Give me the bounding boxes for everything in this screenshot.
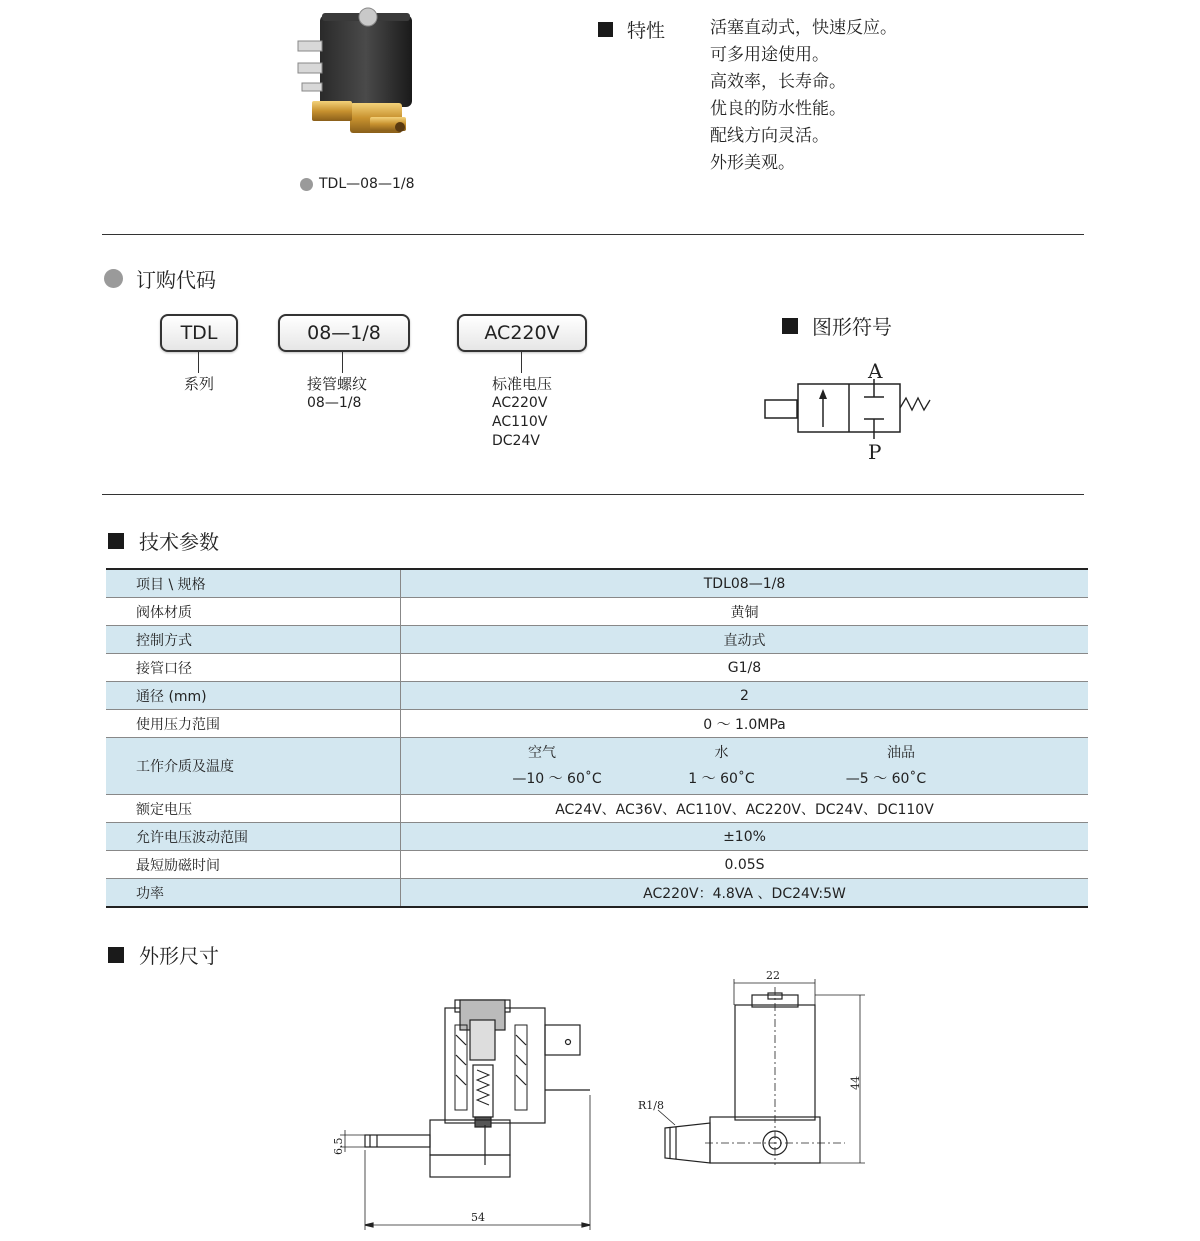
spec-value: 0 ～ 1.0MPa <box>401 710 1089 738</box>
connector-line <box>521 351 522 373</box>
spec-key: 通径 (mm) <box>106 682 401 710</box>
table-row <box>106 851 1088 879</box>
spec-value: 0.05S <box>401 851 1089 879</box>
spec-value: ±10% <box>401 823 1089 851</box>
spec-key: 工作介质及温度 <box>106 738 401 795</box>
dimensions-heading <box>108 940 219 969</box>
media-names <box>401 740 1088 766</box>
spec-table <box>106 568 1088 908</box>
spec-value: TDL08—1/8 <box>401 569 1089 598</box>
symbol-heading-text: 图形符号 <box>812 315 892 339</box>
voltage-option: DC24V <box>492 433 540 449</box>
bullet-dot-icon <box>104 269 123 288</box>
connector-line <box>198 351 199 373</box>
port-p-label: P <box>868 440 882 464</box>
media-name: 油品 <box>887 745 915 761</box>
product-model-caption <box>300 176 414 192</box>
media-temp: 1 ～ 60˚C <box>688 771 755 787</box>
feature-item: 可多用途使用。 <box>710 45 829 65</box>
table-row <box>106 795 1088 823</box>
code-box-voltage: AC220V <box>457 314 587 352</box>
thread-value: 08—1/8 <box>307 395 362 411</box>
feature-item: 优良的防水性能。 <box>710 99 846 119</box>
spec-value: AC220V：4.8VA 、DC24V:5W <box>401 879 1089 908</box>
spec-key: 额定电压 <box>106 795 401 823</box>
product-photo <box>290 5 420 145</box>
media-temps <box>401 766 1088 792</box>
table-row <box>106 626 1088 654</box>
media-name: 空气 <box>528 745 556 761</box>
order-code-heading <box>104 264 216 293</box>
spec-key: 功率 <box>106 879 401 908</box>
feature-item: 高效率，长寿命。 <box>710 72 846 92</box>
section-view-drawing <box>325 995 600 1235</box>
square-bullet-icon <box>108 947 124 963</box>
code-box-thread: 08—1/8 <box>278 314 410 352</box>
voltage-label: 标准电压 <box>492 375 553 393</box>
code-box-series: TDL <box>160 314 238 352</box>
symbol-heading <box>782 311 892 340</box>
spec-key: 阀体材质 <box>106 598 401 626</box>
specs-heading <box>108 526 219 555</box>
port-a-label: A <box>868 359 883 383</box>
spec-key: 控制方式 <box>106 626 401 654</box>
table-row <box>106 710 1088 738</box>
section-divider <box>102 494 1084 495</box>
spec-value: AC24V、AC36V、AC110V、AC220V、DC24V、DC110V <box>401 795 1089 823</box>
table-row <box>106 654 1088 682</box>
spec-value: 黄铜 <box>401 598 1089 626</box>
thread-label: R1/8 <box>638 1099 664 1112</box>
section-divider <box>102 234 1084 235</box>
specs-heading-text: 技术参数 <box>139 530 219 554</box>
dimension-label-6-5: 6.5 <box>332 1137 345 1155</box>
feature-item: 配线方向灵活。 <box>710 126 829 146</box>
dimensions-heading-text: 外形尺寸 <box>139 944 219 968</box>
connector-line <box>342 351 343 373</box>
spec-value: 2 <box>401 682 1089 710</box>
features-heading <box>598 16 665 43</box>
valve-symbol-diagram <box>760 355 940 465</box>
features-heading-text: 特性 <box>627 20 666 42</box>
front-view-drawing <box>630 965 870 1175</box>
media-temp: —10 ～ 60˚C <box>512 771 602 787</box>
table-row <box>106 823 1088 851</box>
spec-value: G1/8 <box>401 654 1089 682</box>
spec-value: 直动式 <box>401 626 1089 654</box>
spec-key: 接管口径 <box>106 654 401 682</box>
dimension-label-44: 44 <box>849 1076 862 1090</box>
spec-key: 项目 \ 规格 <box>106 569 401 598</box>
table-row <box>106 569 1088 598</box>
square-bullet-icon <box>782 318 798 334</box>
voltage-option: AC110V <box>492 414 548 430</box>
dimension-label-22: 22 <box>766 969 780 982</box>
dimension-label-54: 54 <box>471 1211 485 1224</box>
table-row <box>106 879 1088 908</box>
voltage-option: AC220V <box>492 395 548 411</box>
media-cell <box>401 738 1089 795</box>
spec-key: 最短励磁时间 <box>106 851 401 879</box>
series-label: 系列 <box>184 375 215 393</box>
spec-key: 允许电压波动范围 <box>106 823 401 851</box>
bullet-dot-icon <box>300 178 313 191</box>
table-row <box>106 738 1088 795</box>
spec-key: 使用压力范围 <box>106 710 401 738</box>
thread-label: 接管螺纹 <box>307 375 368 393</box>
square-bullet-icon <box>108 533 124 549</box>
media-name: 水 <box>714 745 729 761</box>
square-bullet-icon <box>598 22 613 37</box>
feature-item: 活塞直动式，快速反应。 <box>710 18 897 38</box>
table-row <box>106 598 1088 626</box>
feature-item: 外形美观。 <box>710 153 795 173</box>
order-code-heading-text: 订购代码 <box>136 268 216 292</box>
table-row <box>106 682 1088 710</box>
media-temp: —5 ～ 60˚C <box>845 771 927 787</box>
product-model-label: TDL—08—1/8 <box>319 176 415 192</box>
